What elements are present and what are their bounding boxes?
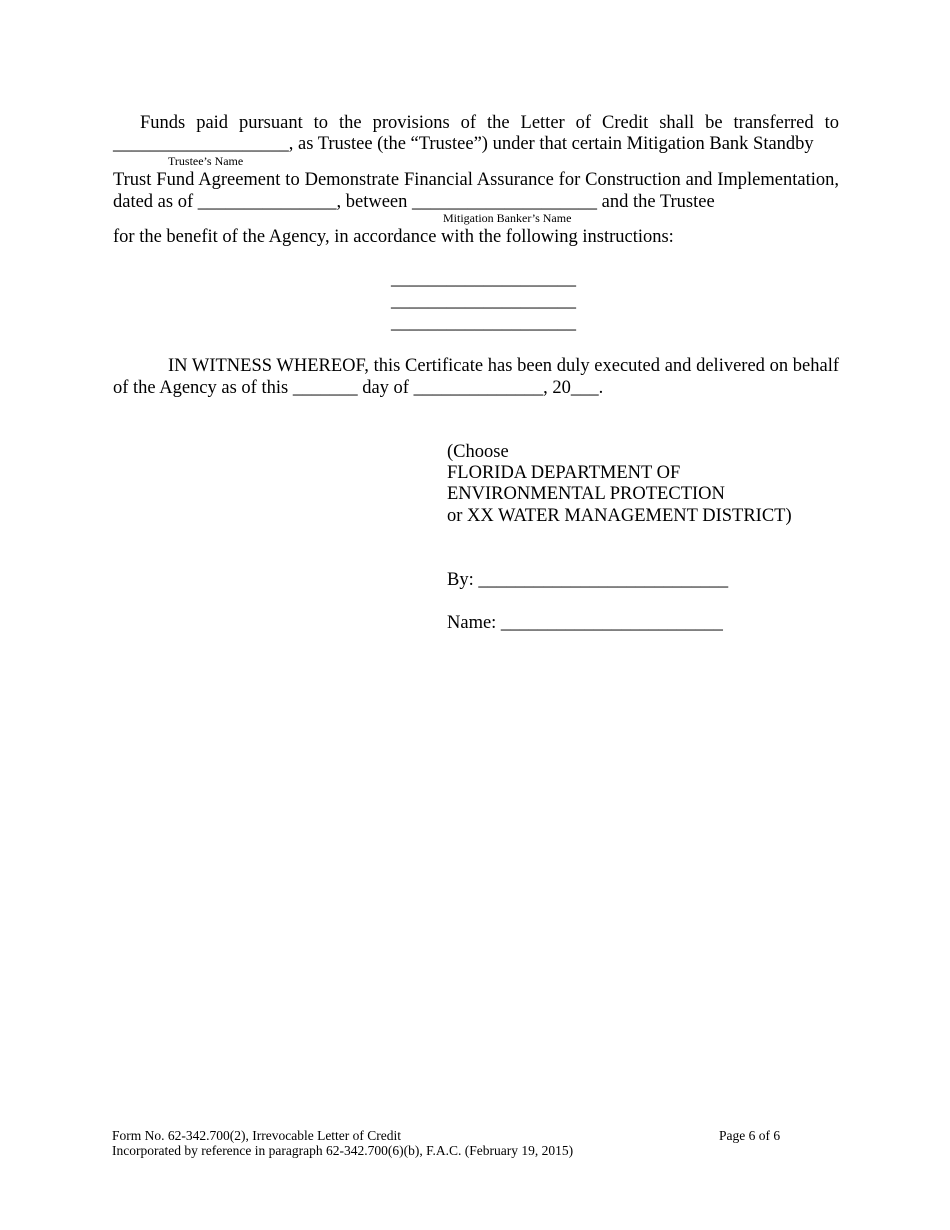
signature-block-line1: (Choose [447, 442, 509, 462]
signature-name-line: Name: ________________________ [447, 613, 723, 633]
footer-form-number: Form No. 62-342.700(2), Irrevocable Letter of Credit [112, 1128, 402, 1143]
para1-line4: dated as of _______________, between ____________________ and the Trustee [113, 192, 715, 212]
instruction-blank-3: ____________________ [391, 313, 576, 333]
instruction-blank-2: ____________________ [391, 291, 576, 311]
trustee-name-caption: Trustee’s Name [168, 154, 244, 168]
banker-name-caption: Mitigation Banker’s Name [443, 211, 572, 225]
para1-line5: for the benefit of the Agency, in accordance with the following instructions: [113, 227, 674, 247]
instruction-blank-1: ____________________ [391, 269, 576, 289]
witness-line1: IN WITNESS WHEREOF, this Certificate has been duly executed and delivered on behalf [168, 356, 839, 376]
signature-block-line2: FLORIDA DEPARTMENT OF [447, 463, 681, 483]
para1-line2: ___________________, as Trustee (the “Trustee”) under that certain Mitigation Bank Standby [113, 134, 814, 154]
signature-block-line3: ENVIRONMENTAL PROTECTION [447, 484, 725, 504]
footer-incorporated: Incorporated by reference in paragraph 62-342.700(6)(b), F.A.C. (February 19, 2015) [112, 1143, 574, 1158]
footer-page-number: Page 6 of 6 [719, 1128, 781, 1143]
para1-line1: Funds paid pursuant to the provisions of the Letter of Credit shall be transferred to [140, 113, 839, 133]
signature-by-line: By: ___________________________ [447, 570, 729, 590]
signature-block-line4: or XX WATER MANAGEMENT DISTRICT) [447, 506, 792, 526]
para1-line3: Trust Fund Agreement to Demonstrate Financial Assurance for Construction and Implementation, [113, 170, 839, 190]
witness-line2: of the Agency as of this _______ day of ______________, 20___. [113, 378, 604, 398]
